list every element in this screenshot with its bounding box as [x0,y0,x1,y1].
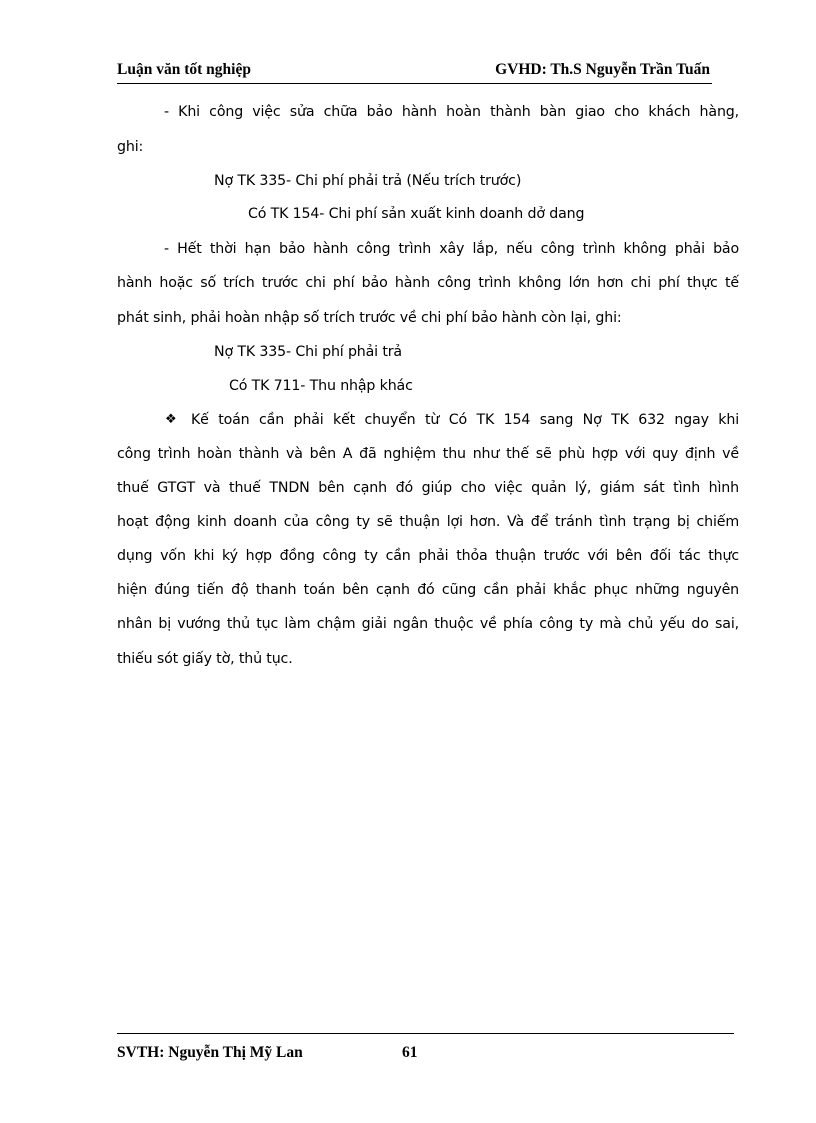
footer-student: SVTH: Nguyễn Thị Mỹ Lan [117,1044,303,1061]
paragraph-line: - Khi công việc sửa chữa bảo hành hoàn thành bàn giao cho khách hàng, [164,104,739,120]
paragraph-line: dụng vốn khi ký hợp đồng công ty cần phải thỏa thuận trước với bên đối tác thực [117,548,739,564]
header-advisor: GVHD: Th.S Nguyễn Trần Tuấn [495,61,710,78]
paragraph-line: phát sinh, phải hoàn nhập số trích trước về chi phí bảo hành còn lại, ghi: [117,310,622,326]
footer-divider [117,1033,734,1034]
paragraph-line: Kế toán cần phải kết chuyển từ Có TK 154 sang Nợ TK 632 ngay khi [191,412,739,428]
paragraph-line: ghi: [117,139,144,155]
header-title: Luận văn tốt nghiệp [117,61,251,78]
paragraph-line: hoạt động kinh doanh của công ty sẽ thuận lợi hơn. Và để tránh tình trạng bị chiếm [117,514,739,530]
page-number: 61 [402,1044,418,1061]
paragraph-line: hiện đúng tiến độ thanh toán bên cạnh đó cũng cần phải khắc phục những nguyên [117,582,739,598]
page-header [117,61,712,84]
paragraph-line: thiếu sót giấy tờ, thủ tục. [117,651,293,667]
journal-entry-credit: Có TK 154- Chi phí sản xuất kinh doanh dở dang [248,206,585,222]
paragraph-line: nhân bị vướng thủ tục làm chậm giải ngân thuộc về phía công ty mà chủ yếu do sai, [117,616,739,632]
paragraph-line: - Hết thời hạn bảo hành công trình xây lắp, nếu công trình không phải bảo [164,241,739,257]
journal-entry-credit: Có TK 711- Thu nhập khác [229,378,413,394]
paragraph-line: hành hoặc số trích trước chi phí bảo hành công trình không lớn hơn chi phí thực tế [117,275,739,291]
paragraph-line: thuế GTGT và thuế TNDN bên cạnh đó giúp cho việc quản lý, giám sát tình hình [117,480,739,496]
diamond-bullet-icon: ❖ [165,412,177,427]
journal-entry-debit: Nợ TK 335- Chi phí phải trả (Nếu trích trước) [214,173,522,189]
paragraph-line: công trình hoàn thành và bên A đã nghiệm thu như thế sẽ phù hợp với quy định về [117,446,739,462]
journal-entry-debit: Nợ TK 335- Chi phí phải trả [214,344,402,360]
